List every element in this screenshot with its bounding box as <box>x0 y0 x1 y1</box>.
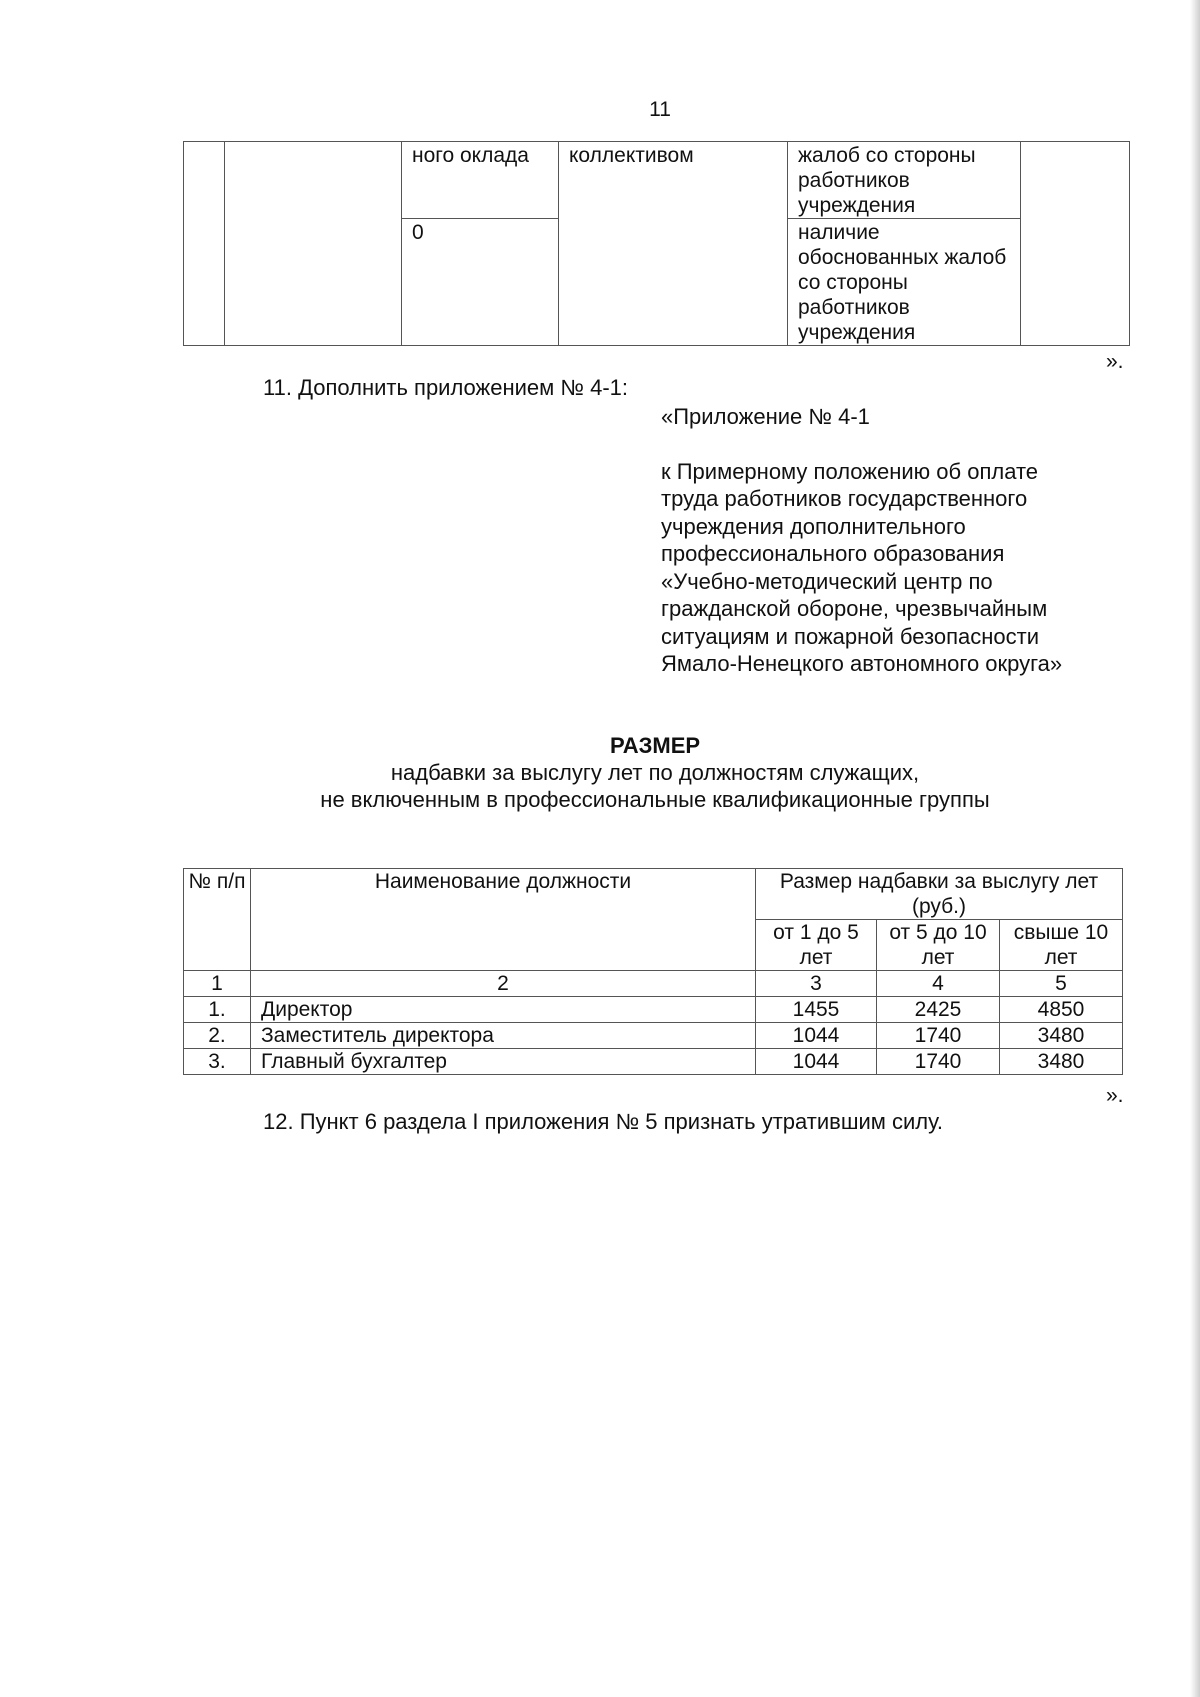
position-name: Директор <box>251 997 756 1023</box>
appendix-line: Ямало-Ненецкого автономного округа» <box>661 651 1063 676</box>
title-subline: надбавки за выслугу лет по должностям служащих, <box>390 760 920 785</box>
appendix-line: «Учебно-методический центр по <box>661 568 993 594</box>
header-sub: от 1 до 5 лет <box>756 920 877 971</box>
item-12-text: 12. Пункт 6 раздела I приложения № 5 признать утратившим силу. <box>263 1109 944 1134</box>
page-edge-shadow <box>1190 0 1200 1697</box>
table-row <box>184 1023 1123 1049</box>
appendix-line: учреждения дополнительного <box>661 513 966 539</box>
table-cell <box>184 142 225 346</box>
table-cell <box>1021 142 1130 346</box>
numbering-row <box>184 971 1123 997</box>
table-cell: 5 <box>1000 971 1123 997</box>
amount-cell: 1740 <box>877 1049 1000 1075</box>
amount-cell: 1740 <box>877 1023 1000 1049</box>
amount-cell: 4850 <box>1000 997 1123 1023</box>
row-num: 2. <box>184 1023 251 1049</box>
closing-quote: ». <box>1106 1084 1124 1107</box>
page-number: 11 <box>649 98 671 121</box>
table-cell: 4 <box>877 971 1000 997</box>
header-sub: свыше 10 лет <box>1000 920 1123 971</box>
appendix-line: гражданской обороне, чрезвычайным <box>661 596 1048 621</box>
title-subline: не включенным в профессиональные квалификационные группы <box>320 787 990 812</box>
table-cell: коллективом <box>559 142 788 346</box>
header-amount: Размер надбавки за выслугу лет (руб.) <box>756 869 1123 920</box>
table-cell: 0 <box>402 219 559 346</box>
position-name: Главный бухгалтер <box>251 1049 756 1075</box>
document-title-block <box>183 732 1127 813</box>
table-cell <box>225 142 402 346</box>
appendix-heading-block <box>661 403 1181 678</box>
table-cell: жалоб со стороны работников учреждения <box>788 142 1021 219</box>
table-cell: 1 <box>184 971 251 997</box>
amount-cell: 1044 <box>756 1023 877 1049</box>
table-row <box>184 1049 1123 1075</box>
table-cell: 3 <box>756 971 877 997</box>
item-11-text: 11. Дополнить приложением № 4-1: <box>263 375 629 400</box>
amount-cell: 3480 <box>1000 1023 1123 1049</box>
allowance-table <box>183 868 1123 1075</box>
header-position: Наименование должности <box>251 869 756 971</box>
table-cell: 2 <box>251 971 756 997</box>
table-row <box>184 142 1130 219</box>
appendix-line: ситуациям и пожарной безопасности <box>661 623 1039 649</box>
amount-cell: 1044 <box>756 1049 877 1075</box>
document-title: РАЗМЕР <box>609 733 701 758</box>
row-num: 3. <box>184 1049 251 1075</box>
appendix-line: труда работников государственного <box>661 486 1028 511</box>
closing-quote: ». <box>1106 350 1124 373</box>
appendix-title: «Приложение № 4-1 <box>661 404 870 429</box>
continuation-table <box>183 141 1130 346</box>
row-num: 1. <box>184 997 251 1023</box>
table-cell: ного оклада <box>402 142 559 219</box>
appendix-line: к Примерному положению об оплате <box>661 458 1039 484</box>
table-row <box>184 997 1123 1023</box>
appendix-line: профессионального образования <box>661 541 1005 566</box>
position-name: Заместитель директора <box>251 1023 756 1049</box>
table-header-row <box>184 869 1123 920</box>
amount-cell: 3480 <box>1000 1049 1123 1075</box>
amount-cell: 2425 <box>877 997 1000 1023</box>
header-num: № п/п <box>184 869 251 971</box>
header-sub: от 5 до 10 лет <box>877 920 1000 971</box>
table-cell: наличие обоснованных жалоб со стороны работников учреждения <box>788 219 1021 346</box>
amount-cell: 1455 <box>756 997 877 1023</box>
